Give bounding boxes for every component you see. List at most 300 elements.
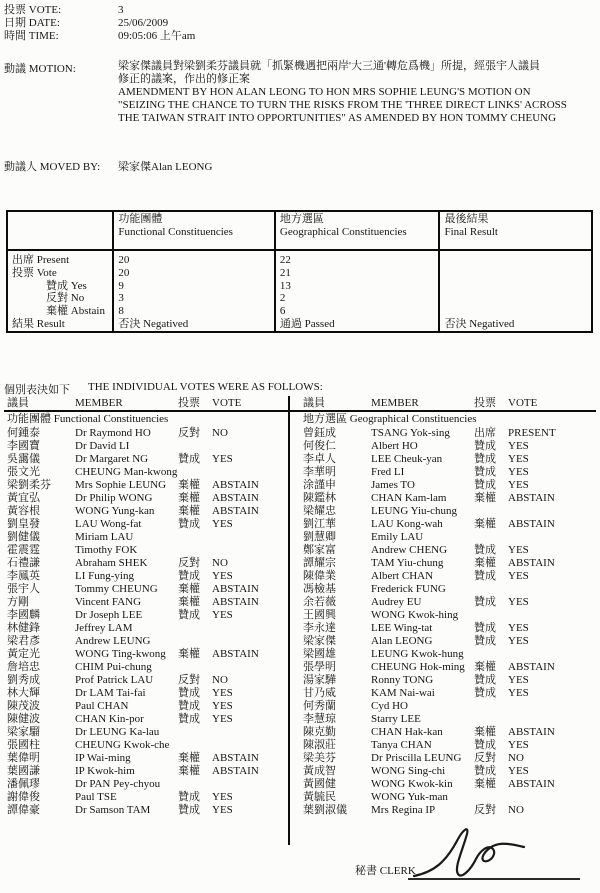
header-en: Geographical Constituencies [279,226,407,238]
member-en: WONG Yung-kan [75,505,155,517]
member-ve: YES [508,674,529,686]
member-en: Tanya CHAN [371,739,432,751]
member-row [303,635,589,648]
member-en: Dr Philip WONG [75,492,153,504]
member-ve: YES [212,518,233,530]
member-vc [178,778,212,791]
column-divider [288,396,290,845]
member-ve [508,713,589,726]
member-cn: 石禮謙 [7,557,40,569]
member-ve [212,778,293,791]
member-ve: ABSTAIN [508,661,555,673]
member-vc: 棄權 [474,661,496,673]
member-vc: 贊成 [474,440,496,452]
member-en: CHEUNG Man-kwong [75,466,178,478]
member-cn: 何秀蘭 [303,700,336,712]
member-cn: 陳鑑林 [303,492,336,504]
summary-header-blank [7,211,113,250]
member-ve: YES [212,570,233,582]
time-label: 時間 TIME: [4,30,59,42]
member-row [303,661,589,674]
member-cn: 陳偉業 [303,570,336,582]
member-ve: YES [508,466,529,478]
summary-cell: 13 [275,280,440,293]
member-vc: 棄權 [474,778,496,790]
member-row [7,531,293,544]
member-row [7,466,293,479]
summary-cell: 反對 No [46,292,85,305]
member-row [7,622,293,635]
member-row [7,453,293,466]
member-ve: YES [508,635,529,647]
member-en: Abraham SHEK [75,557,148,569]
summary-cell [439,267,592,280]
member-row [7,544,293,557]
member-vc: 棄權 [474,518,496,530]
member-cn: 劉秀成 [7,674,40,686]
member-vc: 贊成 [474,622,496,634]
member-row [303,622,589,635]
member-ve: YES [212,687,233,699]
member-row [7,661,293,674]
member-vc [178,622,212,635]
col-vote-cn: 投票 [178,397,200,409]
member-en: Emily LAU [371,531,424,543]
member-en: Timothy FOK [75,544,138,556]
member-vc [474,713,508,726]
member-ve: NO [508,804,524,816]
member-en: Fred LI [371,466,405,478]
member-cn: 梁君彥 [7,635,40,647]
member-en: LEE Cheuk-yan [371,453,443,465]
member-cn: 黃國健 [303,778,336,790]
member-ve [212,739,293,752]
member-cn: 謝偉俊 [7,791,40,803]
member-ve [212,622,293,635]
member-vc [474,791,508,804]
member-row [7,765,293,778]
member-en: WONG Kwok-hing [371,609,459,621]
member-cn: 陳克勤 [303,726,336,738]
member-cn: 林大輝 [7,687,40,699]
col-member-en: MEMBER [75,397,123,409]
summary-cell: 22 [275,250,440,267]
motion-line: AMENDMENT BY HON ALAN LEONG TO HON MRS SOPHIE LEUNG'S MOTION ON [118,86,531,98]
header-cn: 最後結果 [444,213,489,225]
member-en: Ronny TONG [371,674,434,686]
member-en: WONG Ting-kwong [75,648,166,660]
member-row [7,427,293,440]
member-en: Paul CHAN [75,700,129,712]
member-vc: 棄權 [474,557,496,569]
member-cn: 劉慧卿 [303,531,336,543]
member-ve: ABSTAIN [508,492,555,504]
member-row [303,492,589,505]
summary-cell: 贊成 Yes [46,279,87,292]
col-vote-cn: 投票 [474,397,496,409]
member-cn: 張文光 [7,466,40,478]
member-row [303,726,589,739]
member-ve: YES [508,765,529,777]
member-cn: 何俊仁 [303,440,336,452]
summary-cell [439,292,592,305]
member-cn: 譚偉豪 [7,804,40,816]
member-vc [474,505,508,518]
member-cn: 葉偉明 [7,752,40,764]
vote-number-value: 3 [118,4,124,16]
clerk-signature [400,824,585,884]
member-en: CHIM Pui-chung [75,661,152,673]
member-en: Dr PAN Pey-chyou [75,778,161,790]
summary-cell: 出席 Present [12,254,70,266]
functional-rows [7,427,297,817]
member-vc: 贊成 [474,674,496,686]
member-en: Jeffrey LAM [75,622,133,634]
summary-cell: 20 [113,250,275,267]
summary-cell: 否決 Negatived [439,318,592,332]
member-ve: ABSTAIN [212,479,259,491]
col-member-cn: 議員 [303,397,325,409]
vote-number-row [4,4,124,17]
member-vc: 反對 [474,752,496,764]
member-ve [508,609,589,622]
member-en: IP Kwok-him [75,765,135,777]
summary-cell: 棄權 Abstain [46,305,105,318]
member-vc: 贊成 [178,700,200,712]
member-row [7,648,293,661]
member-ve [212,440,293,453]
member-ve: NO [212,427,228,439]
header-cn: 地方選區 [279,213,324,225]
member-en: IP Wai-ming [75,752,131,764]
member-row [7,700,293,713]
member-en: WONG Yuk-man [371,791,448,803]
member-cn: 劉健儀 [7,531,40,543]
member-row [303,544,589,557]
member-ve [508,531,589,544]
individual-votes-table [0,396,600,851]
col-member-cn: 議員 [7,397,29,409]
member-cn: 李鳳英 [7,570,40,582]
member-en: Mrs Regina IP [371,804,436,816]
member-en: LAU Kong-wah [371,518,443,530]
summary-cell: 結果 Result [12,317,65,330]
member-en: TSANG Yok-sing [371,427,450,439]
clerk-label: 秘書 CLERK [355,865,416,877]
member-en: KAM Nai-wai [371,687,435,699]
members-header-left [7,397,293,410]
motion-line: 梁家傑議員對梁劉柔芬議員就「抓緊機遇把兩岸'大三通'轉危爲機」所提，經張宇人議員 [118,60,540,72]
member-ve: ABSTAIN [212,492,259,504]
member-vc: 反對 [178,557,200,569]
member-cn: 陳健波 [7,713,40,725]
member-vc: 贊成 [178,713,200,725]
member-cn: 劉皇發 [7,518,40,530]
member-en: Frederick FUNG [371,583,446,595]
member-row [7,440,293,453]
col-member-en: MEMBER [371,397,419,409]
member-en: Dr Joseph LEE [75,609,143,621]
member-vc: 贊成 [474,466,496,478]
member-cn: 張學明 [303,661,336,673]
member-ve: YES [508,544,529,556]
member-row [303,570,589,583]
signature-stroke [414,829,524,876]
member-ve: ABSTAIN [212,583,259,595]
member-ve: ABSTAIN [212,596,259,608]
member-ve: ABSTAIN [508,778,555,790]
member-row [303,505,589,518]
summary-header-geographical [275,211,440,250]
motion-line: THE TAIWAN STRAIT INTO OPPORTUNITIES" AS AMENDED BY HON TOMMY CHEUNG [118,112,557,124]
member-cn: 甘乃威 [303,687,336,699]
member-vc: 棄權 [178,752,200,764]
col-vote-en: VOTE [212,397,242,409]
member-row [303,440,589,453]
member-cn: 李卓人 [303,453,336,465]
member-cn: 張國柱 [7,739,40,751]
member-ve: YES [212,609,233,621]
member-ve: YES [508,596,529,608]
member-cn: 梁國雄 [303,648,336,660]
member-ve: NO [212,557,228,569]
member-en: CHAN Kam-lam [371,492,447,504]
member-en: Albert HO [371,440,418,452]
member-vc: 反對 [178,427,200,439]
member-ve: ABSTAIN [212,505,259,517]
member-en: Dr David LI [75,440,130,452]
member-row [7,791,293,804]
member-row [7,518,293,531]
member-cn: 方剛 [7,596,29,608]
member-ve [508,583,589,596]
member-vc [178,635,212,648]
member-cn: 曾鈺成 [303,427,336,439]
individual-title-en: THE INDIVIDUAL VOTES WERE AS FOLLOWS: [88,381,323,393]
member-vc: 棄權 [178,596,200,608]
member-en: CHEUNG Kwok-che [75,739,170,751]
summary-cell: 投票 Vote [12,266,57,279]
member-vc: 棄權 [474,726,496,738]
member-cn: 劉江華 [303,518,336,530]
member-en: LEE Wing-tat [371,622,433,634]
member-cn: 黃定光 [7,648,40,660]
time-row [4,30,195,43]
member-cn: 李國寶 [7,440,40,452]
member-vc [474,531,508,544]
member-row [303,804,589,817]
member-cn: 李慧琼 [303,713,336,725]
member-en: Andrew LEUNG [75,635,151,647]
member-en: James TO [371,479,415,491]
summary-cell: 6 [275,305,440,318]
header-en: Final Result [444,226,498,238]
date-row [4,17,168,30]
member-en: Paul TSE [75,791,117,803]
member-vc: 贊成 [178,609,200,621]
summary-cell: 2 [275,292,440,305]
motion-label: 動議 MOTION: [4,63,76,75]
summary-cell: 21 [275,267,440,280]
member-row [303,583,589,596]
member-vc: 贊成 [474,479,496,491]
member-vc [178,544,212,557]
member-row [7,739,293,752]
member-en: Tommy CHEUNG [75,583,158,595]
member-row [7,479,293,492]
member-ve [212,544,293,557]
member-cn: 譚耀宗 [303,557,336,569]
member-cn: 林健鋒 [7,622,40,634]
member-en: LEUNG Yiu-chung [371,505,458,517]
member-row [7,752,293,765]
member-ve: YES [212,700,233,712]
summary-cell: 8 [113,305,275,318]
member-en: LI Fung-ying [75,570,134,582]
member-ve [508,648,589,661]
member-ve: ABSTAIN [212,648,259,660]
member-en: Prof Patrick LAU [75,674,154,686]
member-vc: 贊成 [474,544,496,556]
member-row [303,674,589,687]
member-ve: ABSTAIN [508,518,555,530]
member-ve [508,700,589,713]
member-vc [474,583,508,596]
member-en: Dr Priscilla LEUNG [371,752,462,764]
member-en: Andrew CHENG [371,544,448,556]
member-vc: 贊成 [178,804,200,816]
member-en: LEUNG Kwok-hung [371,648,464,660]
member-ve: YES [508,453,529,465]
member-cn: 湯家驊 [303,674,336,686]
member-cn: 涂謹申 [303,479,336,491]
member-row [7,713,293,726]
member-ve [212,661,293,674]
member-cn: 詹培忠 [7,661,40,673]
member-ve: YES [508,440,529,452]
member-cn: 潘佩璆 [7,778,40,790]
member-cn: 葉國謙 [7,765,40,777]
member-row [7,505,293,518]
member-vc: 棄權 [178,505,200,517]
member-vc [474,609,508,622]
member-ve: YES [508,739,529,751]
member-row [303,531,589,544]
member-cn: 黃容根 [7,505,40,517]
member-ve [212,531,293,544]
summary-row [7,292,592,305]
summary-cell [439,280,592,293]
member-en: Starry LEE [371,713,421,725]
member-row [303,518,589,531]
member-vc: 棄權 [178,583,200,595]
member-ve: YES [212,713,233,725]
member-cn: 梁家騮 [7,726,40,738]
member-row [7,778,293,791]
section-functional: 功能團體 Functional Constituencies [7,413,169,425]
individual-title-cn: 個別表決如下 [4,384,70,396]
member-row [303,453,589,466]
summary-cell: 通過 Passed [275,318,440,332]
member-vc: 反對 [474,804,496,816]
member-cn: 吳靄儀 [7,453,40,465]
member-vc: 贊成 [178,791,200,803]
member-vc: 棄權 [178,765,200,777]
member-cn: 陳茂波 [7,700,40,712]
member-row [303,557,589,570]
member-cn: 黃成智 [303,765,336,777]
moved-by-value: 梁家傑Alan LEONG [118,161,213,173]
member-ve: NO [508,752,524,764]
member-row [303,687,589,700]
member-ve: ABSTAIN [508,726,555,738]
member-vc: 贊成 [178,570,200,582]
member-row [303,466,589,479]
member-vc: 贊成 [474,765,496,777]
summary-cell: 否決 Negatived [113,318,275,332]
member-ve: ABSTAIN [508,557,555,569]
summary-header-final [439,211,592,250]
member-vc: 贊成 [474,570,496,582]
member-row [7,609,293,622]
member-en: Dr Raymond HO [75,427,151,439]
member-row [303,713,589,726]
member-vc: 棄權 [178,648,200,660]
member-vc: 贊成 [474,596,496,608]
member-ve [508,505,589,518]
member-vc: 贊成 [474,635,496,647]
member-cn: 梁劉柔芬 [7,479,51,491]
member-en: CHEUNG Hok-ming [371,661,465,673]
member-vc [178,466,212,479]
col-vote-en: VOTE [508,397,538,409]
member-row [303,739,589,752]
member-vc: 贊成 [178,687,200,699]
member-vc: 贊成 [474,687,496,699]
member-ve: YES [508,622,529,634]
member-cn: 王國興 [303,609,336,621]
summary-cell [439,305,592,318]
summary-cell [439,250,592,267]
member-en: TAM Yiu-chung [371,557,444,569]
member-row [303,778,589,791]
summary-row [7,280,592,293]
section-geographical: 地方選區 Geographical Constituencies [303,413,477,425]
geographical-rows [303,427,593,817]
member-ve [212,726,293,739]
member-ve: YES [508,479,529,491]
member-cn: 梁家傑 [303,635,336,647]
member-row [7,726,293,739]
summary-table [6,210,593,333]
member-row [7,687,293,700]
summary-row [7,250,592,267]
member-vc [178,739,212,752]
member-vc [178,440,212,453]
member-cn: 葉劉淑儀 [303,804,347,816]
member-ve [212,466,293,479]
member-row [303,765,589,778]
date-value: 25/06/2009 [118,17,169,29]
member-vc: 贊成 [474,739,496,751]
member-cn: 黃毓民 [303,791,336,803]
header-rule [4,410,596,412]
member-row [7,492,293,505]
member-row [303,791,589,804]
member-en: Audrey EU [371,596,422,608]
member-vc [474,700,508,713]
member-en: Albert CHAN [371,570,434,582]
